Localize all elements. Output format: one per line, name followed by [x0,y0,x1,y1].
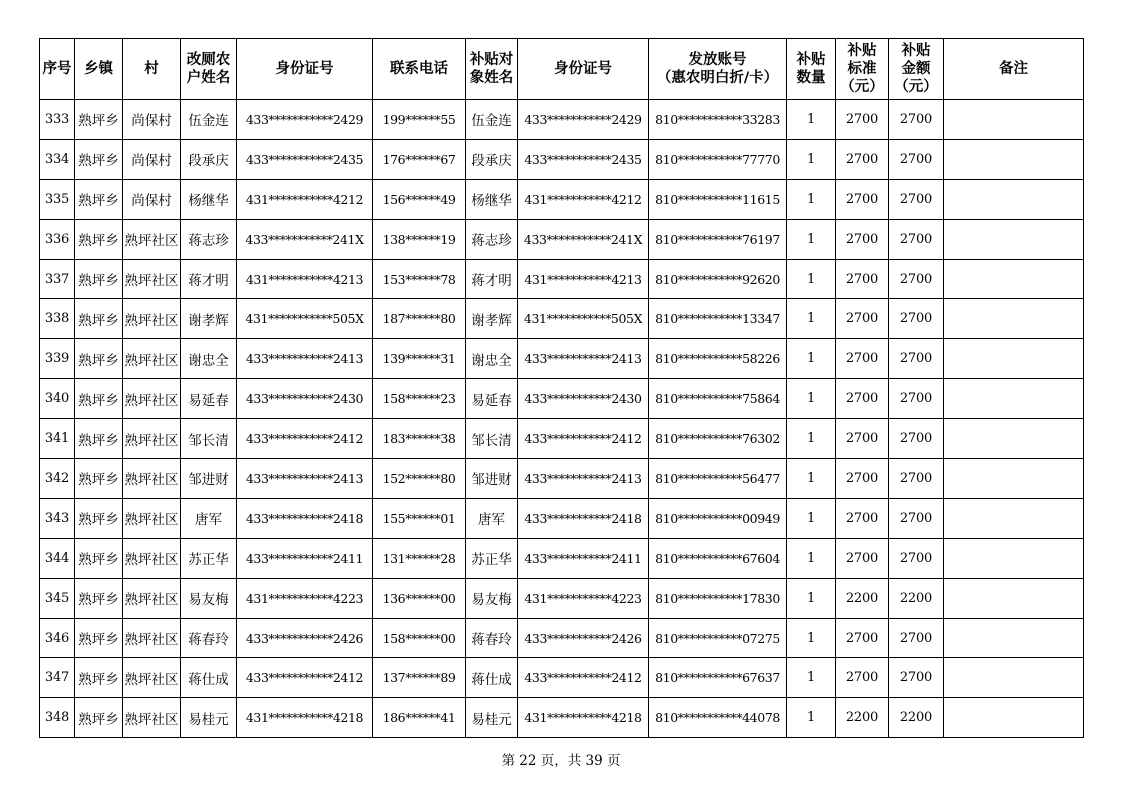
cell-phone: 139******31 [373,339,466,379]
cell-remark [944,259,1084,299]
header-town: 乡镇 [75,39,123,100]
cell-household-name: 蒋仕成 [181,658,237,698]
cell-amount: 2700 [889,179,944,219]
cell-amount: 2700 [889,498,944,538]
cell-no: 334 [40,139,75,179]
cell-standard: 2700 [836,538,889,578]
cell-target-id-number: 431***********4223 [518,578,649,618]
cell-account: 810***********11615 [649,179,787,219]
cell-phone: 199******55 [373,100,466,140]
cell-target-id-number: 433***********2412 [518,658,649,698]
cell-id-number: 433***********2426 [237,618,373,658]
table-row [40,339,1084,379]
cell-target-name: 蒋才明 [466,259,518,299]
cell-town: 熟坪乡 [75,259,123,299]
cell-no: 343 [40,498,75,538]
cell-account: 810***********92620 [649,259,787,299]
cell-target-name: 杨继华 [466,179,518,219]
cell-no: 337 [40,259,75,299]
cell-no: 344 [40,538,75,578]
cell-remark [944,698,1084,738]
cell-household-name: 易桂元 [181,698,237,738]
cell-no: 346 [40,618,75,658]
cell-id-number: 433***********2413 [237,339,373,379]
subsidy-table-sheet [39,38,1084,738]
cell-phone: 138******19 [373,219,466,259]
cell-phone: 137******89 [373,658,466,698]
header-standard: 补贴 标准 （元） [836,39,889,100]
cell-village: 尚保村 [123,139,181,179]
cell-amount: 2700 [889,339,944,379]
cell-household-name: 谢孝辉 [181,299,237,339]
cell-id-number: 431***********4212 [237,179,373,219]
cell-quantity: 1 [787,139,836,179]
cell-account: 810***********33283 [649,100,787,140]
table-row [40,299,1084,339]
cell-standard: 2700 [836,259,889,299]
cell-amount: 2700 [889,419,944,459]
cell-account: 810***********67637 [649,658,787,698]
cell-quantity: 1 [787,100,836,140]
cell-household-name: 易友梅 [181,578,237,618]
cell-village: 熟坪社区 [123,498,181,538]
cell-standard: 2200 [836,578,889,618]
cell-no: 345 [40,578,75,618]
table-row [40,618,1084,658]
cell-remark [944,299,1084,339]
header-household-name: 改厕农 户姓名 [181,39,237,100]
cell-target-name: 蒋春玲 [466,618,518,658]
cell-target-name: 易友梅 [466,578,518,618]
cell-target-name: 易桂元 [466,698,518,738]
cell-remark [944,618,1084,658]
cell-remark [944,100,1084,140]
table-body [40,100,1084,738]
cell-village: 熟坪社区 [123,578,181,618]
cell-household-name: 苏正华 [181,538,237,578]
cell-remark [944,339,1084,379]
cell-target-name: 蒋志珍 [466,219,518,259]
cell-town: 熟坪乡 [75,139,123,179]
cell-account: 810***********07275 [649,618,787,658]
cell-quantity: 1 [787,578,836,618]
cell-no: 340 [40,379,75,419]
table-row [40,219,1084,259]
cell-standard: 2700 [836,299,889,339]
cell-town: 熟坪乡 [75,339,123,379]
cell-village: 尚保村 [123,100,181,140]
cell-id-number: 431***********4223 [237,578,373,618]
cell-amount: 2700 [889,618,944,658]
table-row [40,498,1084,538]
cell-id-number: 433***********2418 [237,498,373,538]
cell-target-id-number: 431***********4218 [518,698,649,738]
header-remark: 备注 [944,39,1084,100]
cell-household-name: 易延春 [181,379,237,419]
cell-phone: 158******00 [373,618,466,658]
cell-standard: 2700 [836,419,889,459]
page-footer [0,749,1122,769]
cell-account: 810***********77770 [649,139,787,179]
cell-town: 熟坪乡 [75,219,123,259]
cell-amount: 2700 [889,219,944,259]
cell-target-name: 段承庆 [466,139,518,179]
table-row [40,100,1084,140]
cell-id-number: 433***********2411 [237,538,373,578]
cell-account: 810***********00949 [649,498,787,538]
cell-id-number: 431***********4213 [237,259,373,299]
cell-target-id-number: 431***********4212 [518,179,649,219]
cell-household-name: 伍金连 [181,100,237,140]
cell-town: 熟坪乡 [75,379,123,419]
cell-remark [944,419,1084,459]
cell-household-name: 蒋志珍 [181,219,237,259]
cell-amount: 2700 [889,139,944,179]
cell-quantity: 1 [787,698,836,738]
cell-quantity: 1 [787,658,836,698]
cell-target-name: 邹长清 [466,419,518,459]
cell-village: 尚保村 [123,179,181,219]
cell-village: 熟坪社区 [123,618,181,658]
cell-no: 333 [40,100,75,140]
cell-phone: 131******28 [373,538,466,578]
cell-target-name: 谢忠全 [466,339,518,379]
cell-village: 熟坪社区 [123,379,181,419]
cell-quantity: 1 [787,299,836,339]
cell-village: 熟坪社区 [123,658,181,698]
cell-remark [944,538,1084,578]
cell-standard: 2700 [836,339,889,379]
cell-target-name: 邹进财 [466,459,518,499]
cell-remark [944,498,1084,538]
cell-amount: 2700 [889,658,944,698]
cell-quantity: 1 [787,339,836,379]
cell-target-name: 唐军 [466,498,518,538]
cell-remark [944,219,1084,259]
cell-phone: 176******67 [373,139,466,179]
cell-id-number: 433***********2412 [237,658,373,698]
cell-target-id-number: 433***********2413 [518,459,649,499]
cell-quantity: 1 [787,459,836,499]
cell-household-name: 蒋春玲 [181,618,237,658]
header-no: 序号 [40,39,75,100]
cell-phone: 156******49 [373,179,466,219]
cell-remark [944,578,1084,618]
cell-no: 336 [40,219,75,259]
cell-account: 810***********44078 [649,698,787,738]
cell-standard: 2700 [836,100,889,140]
cell-no: 347 [40,658,75,698]
cell-town: 熟坪乡 [75,100,123,140]
cell-target-name: 易延春 [466,379,518,419]
cell-remark [944,379,1084,419]
header-target-name: 补贴对 象姓名 [466,39,518,100]
header-id-number: 身份证号 [237,39,373,100]
header-amount: 补贴 金额 （元） [889,39,944,100]
cell-account: 810***********17830 [649,578,787,618]
cell-target-id-number: 433***********2430 [518,379,649,419]
cell-no: 335 [40,179,75,219]
cell-amount: 2700 [889,100,944,140]
cell-town: 熟坪乡 [75,498,123,538]
cell-village: 熟坪社区 [123,538,181,578]
cell-quantity: 1 [787,179,836,219]
cell-town: 熟坪乡 [75,179,123,219]
cell-no: 341 [40,419,75,459]
cell-household-name: 邹进财 [181,459,237,499]
cell-target-id-number: 433***********2413 [518,339,649,379]
cell-target-id-number: 433***********2418 [518,498,649,538]
cell-account: 810***********75864 [649,379,787,419]
table-row [40,538,1084,578]
cell-no: 348 [40,698,75,738]
cell-standard: 2700 [836,658,889,698]
cell-phone: 183******38 [373,419,466,459]
table-row [40,259,1084,299]
cell-household-name: 邹长清 [181,419,237,459]
cell-household-name: 唐军 [181,498,237,538]
cell-remark [944,179,1084,219]
cell-target-id-number: 433***********2426 [518,618,649,658]
cell-phone: 186******41 [373,698,466,738]
cell-town: 熟坪乡 [75,299,123,339]
cell-target-name: 伍金连 [466,100,518,140]
cell-standard: 2700 [836,179,889,219]
cell-account: 810***********56477 [649,459,787,499]
table-row [40,379,1084,419]
cell-target-name: 苏正华 [466,538,518,578]
cell-quantity: 1 [787,498,836,538]
cell-remark [944,459,1084,499]
header-account: 发放账号 （惠农明白折/卡） [649,39,787,100]
cell-no: 339 [40,339,75,379]
cell-town: 熟坪乡 [75,459,123,499]
cell-village: 熟坪社区 [123,299,181,339]
cell-standard: 2700 [836,459,889,499]
cell-amount: 2200 [889,578,944,618]
cell-id-number: 433***********2413 [237,459,373,499]
cell-account: 810***********76302 [649,419,787,459]
cell-account: 810***********67604 [649,538,787,578]
cell-no: 338 [40,299,75,339]
cell-quantity: 1 [787,538,836,578]
header-row [40,39,1084,100]
cell-account: 810***********13347 [649,299,787,339]
cell-village: 熟坪社区 [123,698,181,738]
cell-town: 熟坪乡 [75,578,123,618]
cell-account: 810***********58226 [649,339,787,379]
cell-id-number: 433***********2435 [237,139,373,179]
cell-town: 熟坪乡 [75,618,123,658]
cell-household-name: 谢忠全 [181,339,237,379]
cell-quantity: 1 [787,219,836,259]
cell-remark [944,139,1084,179]
cell-town: 熟坪乡 [75,698,123,738]
cell-phone: 187******80 [373,299,466,339]
cell-standard: 2200 [836,698,889,738]
cell-target-name: 谢孝辉 [466,299,518,339]
table-row [40,419,1084,459]
cell-amount: 2200 [889,698,944,738]
cell-quantity: 1 [787,379,836,419]
cell-household-name: 段承庆 [181,139,237,179]
cell-standard: 2700 [836,618,889,658]
cell-village: 熟坪社区 [123,419,181,459]
cell-village: 熟坪社区 [123,259,181,299]
header-village: 村 [123,39,181,100]
cell-phone: 152******80 [373,459,466,499]
cell-id-number: 433***********241X [237,219,373,259]
cell-amount: 2700 [889,538,944,578]
cell-id-number: 433***********2430 [237,379,373,419]
cell-amount: 2700 [889,259,944,299]
cell-target-id-number: 433***********2435 [518,139,649,179]
cell-amount: 2700 [889,459,944,499]
cell-phone: 136******00 [373,578,466,618]
header-target-id-number: 身份证号 [518,39,649,100]
cell-standard: 2700 [836,379,889,419]
cell-no: 342 [40,459,75,499]
cell-target-id-number: 431***********505X [518,299,649,339]
cell-target-name: 蒋仕成 [466,658,518,698]
cell-id-number: 431***********505X [237,299,373,339]
cell-village: 熟坪社区 [123,339,181,379]
cell-amount: 2700 [889,379,944,419]
cell-id-number: 431***********4218 [237,698,373,738]
header-phone: 联系电话 [373,39,466,100]
cell-standard: 2700 [836,139,889,179]
cell-target-id-number: 431***********4213 [518,259,649,299]
table-row [40,698,1084,738]
cell-target-id-number: 433***********2411 [518,538,649,578]
header-quantity: 补贴 数量 [787,39,836,100]
cell-amount: 2700 [889,299,944,339]
cell-quantity: 1 [787,259,836,299]
cell-id-number: 433***********2412 [237,419,373,459]
cell-phone: 155******01 [373,498,466,538]
table-row [40,179,1084,219]
cell-quantity: 1 [787,618,836,658]
cell-id-number: 433***********2429 [237,100,373,140]
page-number-label: 第 22 页，共 39 页 [501,753,621,769]
cell-phone: 153******78 [373,259,466,299]
cell-target-id-number: 433***********241X [518,219,649,259]
cell-phone: 158******23 [373,379,466,419]
cell-standard: 2700 [836,498,889,538]
cell-village: 熟坪社区 [123,459,181,499]
cell-standard: 2700 [836,219,889,259]
cell-town: 熟坪乡 [75,419,123,459]
cell-target-id-number: 433***********2429 [518,100,649,140]
cell-quantity: 1 [787,419,836,459]
cell-account: 810***********76197 [649,219,787,259]
subsidy-table [39,38,1084,738]
cell-household-name: 杨继华 [181,179,237,219]
cell-town: 熟坪乡 [75,538,123,578]
table-row [40,459,1084,499]
cell-village: 熟坪社区 [123,219,181,259]
table-row [40,658,1084,698]
table-row [40,139,1084,179]
cell-household-name: 蒋才明 [181,259,237,299]
cell-target-id-number: 433***********2412 [518,419,649,459]
table-row [40,578,1084,618]
cell-town: 熟坪乡 [75,658,123,698]
cell-remark [944,658,1084,698]
